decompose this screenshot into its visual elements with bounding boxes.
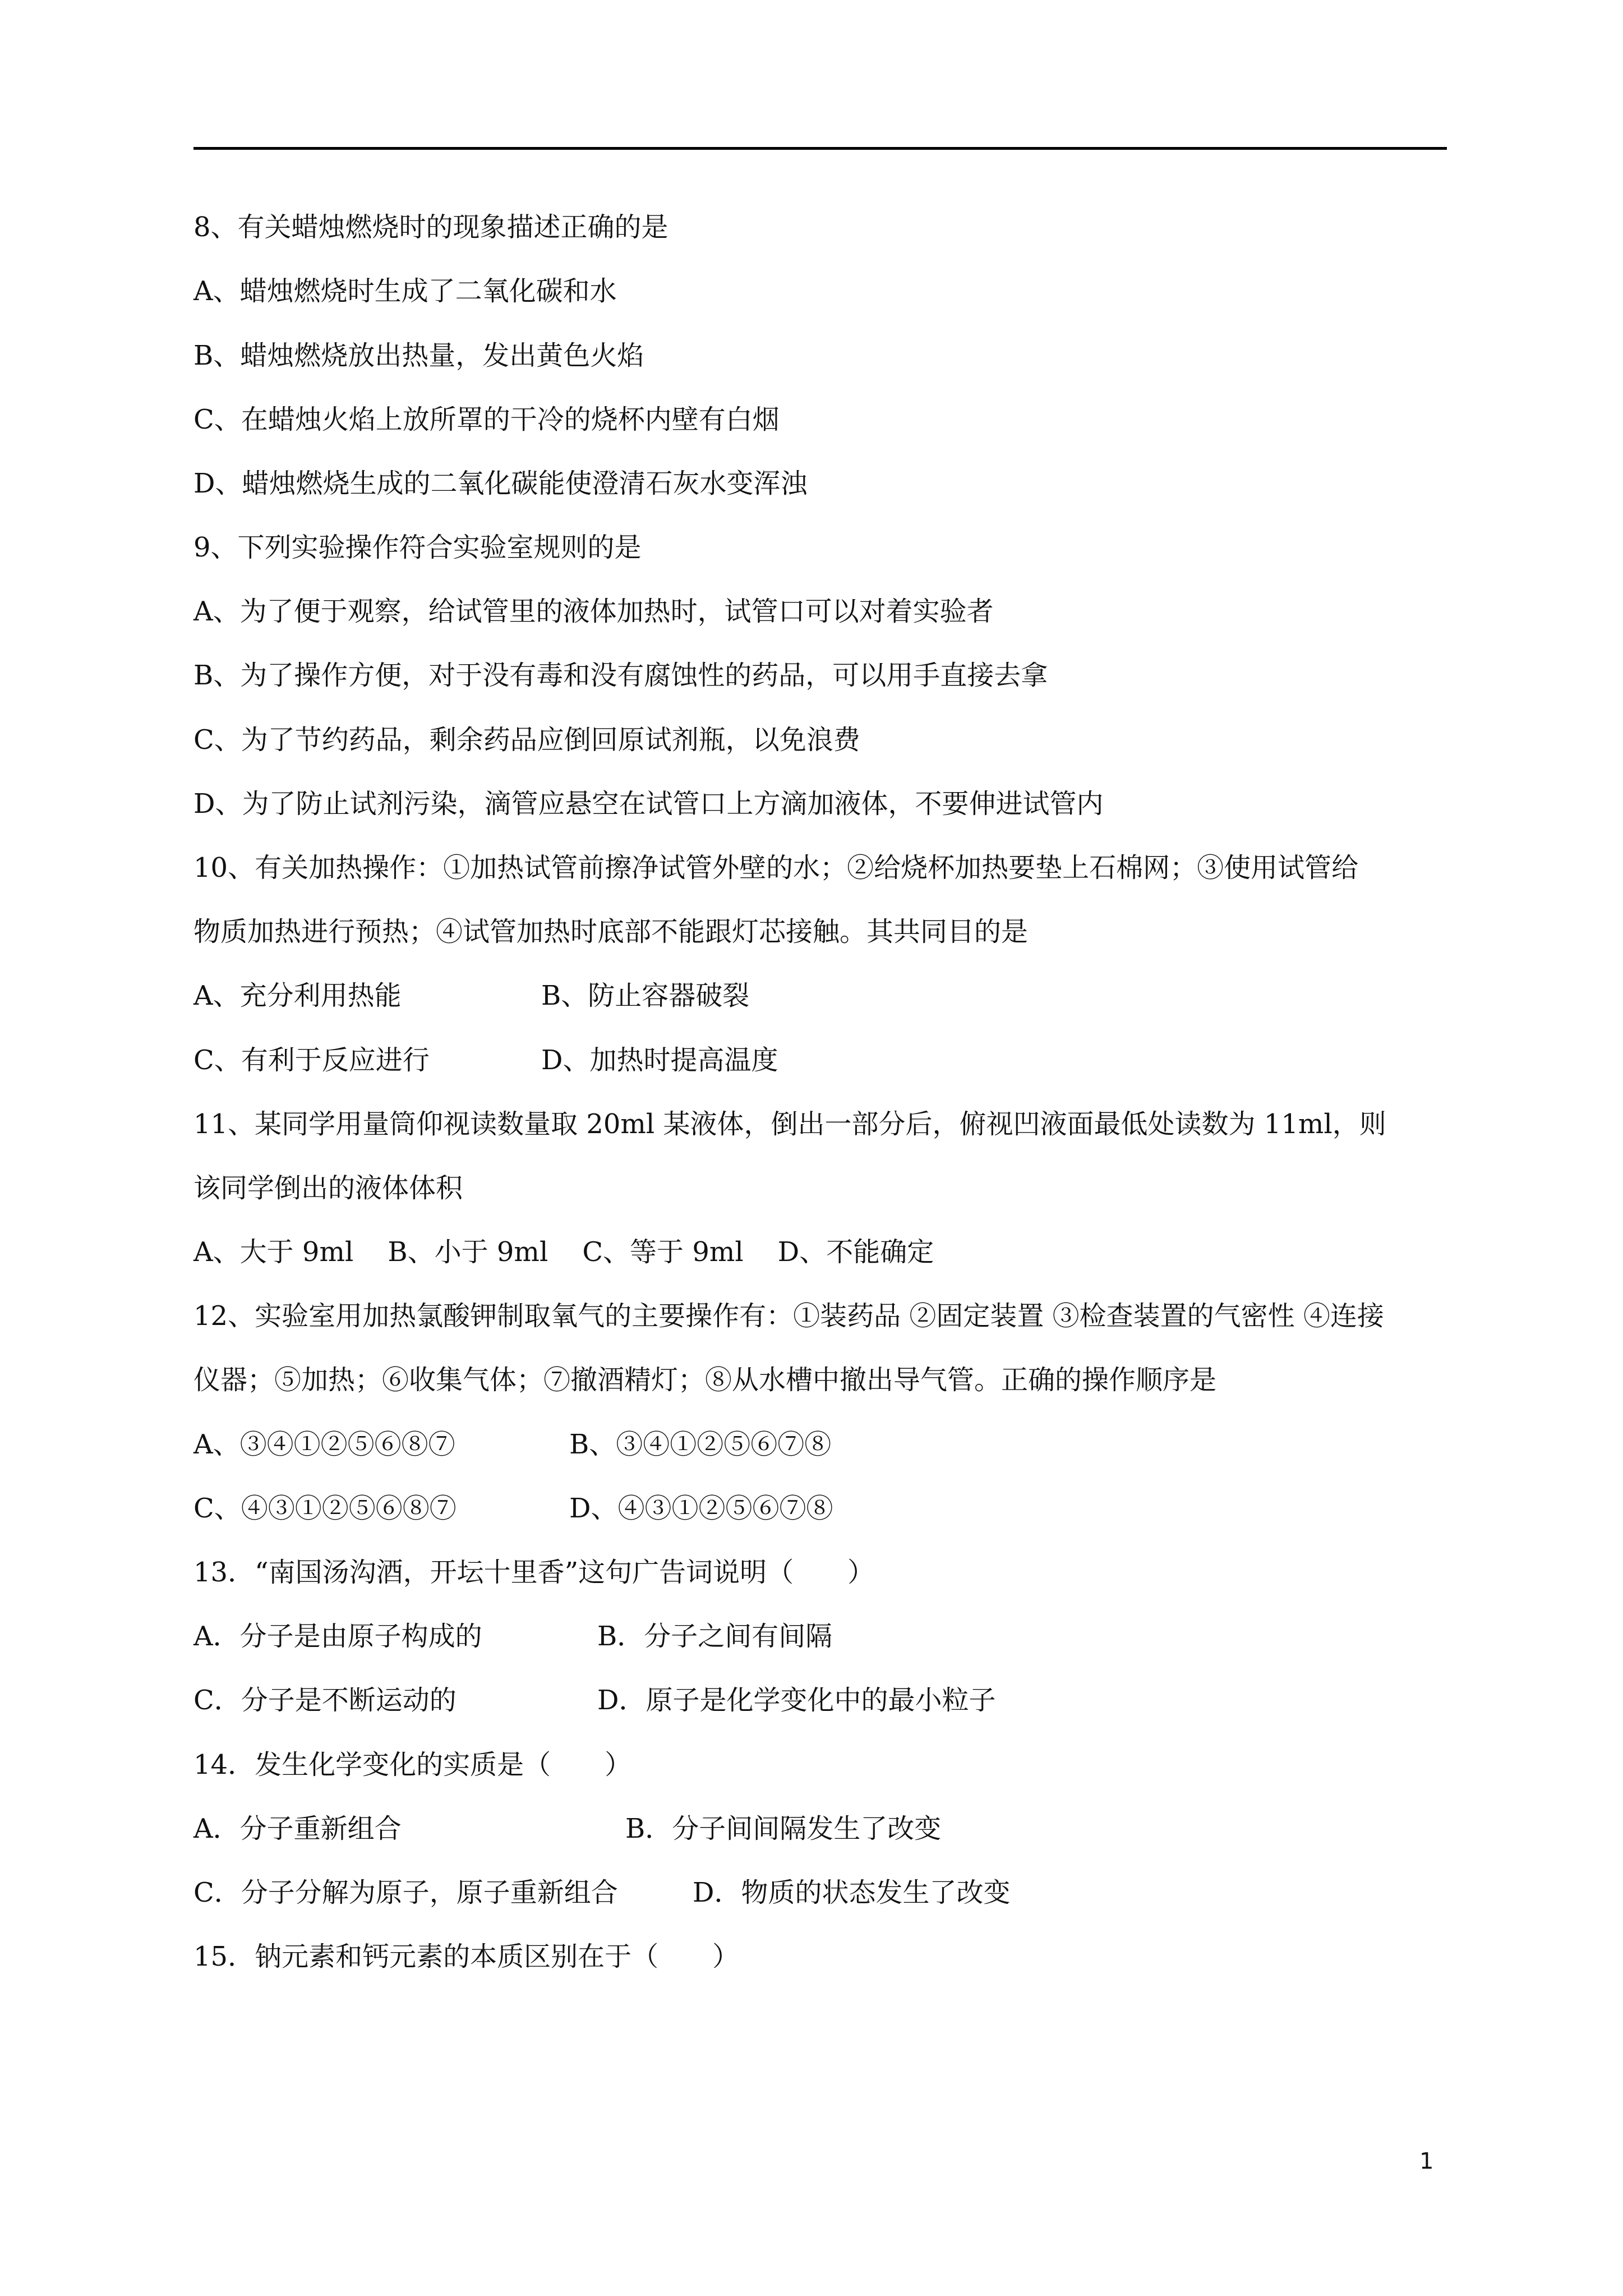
question-8-option-c: C、在蜡烛火焰上放所罩的干冷的烧杯内壁有白烟 <box>193 404 780 435</box>
question-12-option-d: D、④③①②⑤⑥⑦⑧ <box>569 1493 833 1524</box>
question-8-option-d: D、蜡烛燃烧生成的二氧化碳能使澄清石灰水变浑浊 <box>193 468 808 499</box>
question-14-options-row-2 <box>193 1876 1011 1910</box>
question-9-stem: 9、下列实验操作符合实验室规则的是 <box>193 532 642 563</box>
question-14-option-b: B．分子间间隔发生了改变 <box>625 1813 942 1844</box>
question-13-options-row-1 <box>193 1619 833 1653</box>
question-11-options: A、大于 9ml B、小于 9ml C、等于 9ml D、不能确定 <box>193 1236 934 1268</box>
question-11-stem-line-1: 11、某同学用量筒仰视读数量取 20ml 某液体，倒出一部分后，俯视凹液面最低处读数为 11ml，则 <box>193 1108 1386 1140</box>
question-10-option-a: A、充分利用热能 <box>193 980 402 1011</box>
question-10-option-c: C、有利于反应进行 <box>193 1045 430 1076</box>
question-9-option-a: A、为了便于观察，给试管里的液体加热时，试管口可以对着实验者 <box>193 596 994 627</box>
question-10-option-d: D、加热时提高温度 <box>541 1045 778 1076</box>
question-12-stem-line-2: 仪器；⑤加热；⑥收集气体；⑦撤酒精灯；⑧从水槽中撤出导气管。正确的操作顺序是 <box>193 1364 1217 1396</box>
question-9-option-b: B、为了操作方便，对于没有毒和没有腐蚀性的药品，可以用手直接去拿 <box>193 660 1048 691</box>
question-9-option-c: C、为了节约药品，剩余药品应倒回原试剂瓶，以免浪费 <box>193 724 860 756</box>
question-10-options-row-1 <box>193 979 750 1013</box>
question-13-option-b: B．分子之间有间隔 <box>597 1621 833 1652</box>
question-12-option-a: A、③④①②⑤⑥⑧⑦ <box>193 1429 455 1460</box>
question-13-options-row-2 <box>193 1683 996 1717</box>
question-10-option-b: B、防止容器破裂 <box>541 980 750 1011</box>
question-14-options-row-1 <box>193 1812 942 1846</box>
question-15-stem: 15．钠元素和钙元素的本质区别在于（ ） <box>193 1941 740 1972</box>
question-14-option-d: D．物质的状态发生了改变 <box>693 1877 1011 1908</box>
question-13-stem: 13．“南国汤沟酒，开坛十里香”这句广告词说明（ ） <box>193 1557 875 1588</box>
question-12-option-b: B、③④①②⑤⑥⑦⑧ <box>569 1429 832 1460</box>
question-14-stem: 14．发生化学变化的实质是（ ） <box>193 1749 632 1780</box>
question-9-option-d: D、为了防止试剂污染，滴管应悬空在试管口上方滴加液体，不要伸进试管内 <box>193 788 1104 820</box>
page-number: 1 <box>1419 2148 1434 2174</box>
question-13-option-c: C．分子是不断运动的 <box>193 1685 457 1716</box>
question-14-option-a: A．分子重新组合 <box>193 1813 402 1844</box>
question-13-option-a: A．分子是由原子构成的 <box>193 1621 482 1652</box>
question-13-option-d: D．原子是化学变化中的最小粒子 <box>597 1685 996 1716</box>
question-8-option-b: B、蜡烛燃烧放出热量，发出黄色火焰 <box>193 340 644 371</box>
question-12-options-row-1 <box>193 1428 832 1461</box>
question-12-options-row-2 <box>193 1492 833 1525</box>
question-12-stem-line-1: 12、实验室用加热氯酸钾制取氧气的主要操作有：①装药品 ②固定装置 ③检查装置的气密性 ④连接 <box>193 1300 1384 1332</box>
question-10-stem-line-1: 10、有关加热操作：①加热试管前擦净试管外壁的水；②给烧杯加热要垫上石棉网；③使用试管给 <box>193 852 1359 884</box>
header-rule <box>193 147 1447 150</box>
question-10-stem-line-2: 物质加热进行预热；④试管加热时底部不能跟灯芯接触。其共同目的是 <box>193 916 1029 947</box>
question-10-options-row-2 <box>193 1043 778 1077</box>
question-8-option-a: A、蜡烛燃烧时生成了二氧化碳和水 <box>193 275 617 307</box>
question-11-stem-line-2: 该同学倒出的液体体积 <box>193 1172 463 1204</box>
question-14-option-c: C．分子分解为原子，原子重新组合 <box>193 1877 618 1908</box>
question-12-option-c: C、④③①②⑤⑥⑧⑦ <box>193 1493 457 1524</box>
question-8-stem: 8、有关蜡烛燃烧时的现象描述正确的是 <box>193 211 668 243</box>
